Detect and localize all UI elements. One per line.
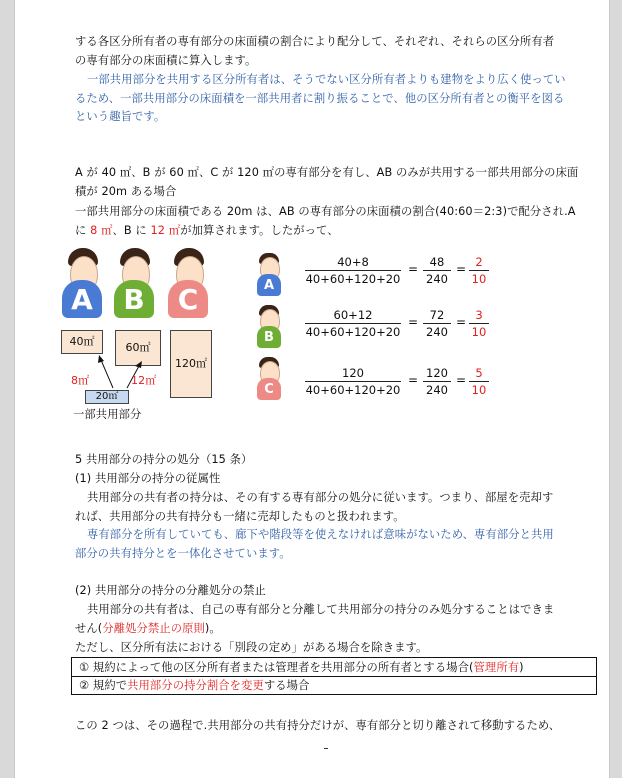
section-title: 5 共用部分の持分の処分（15 条） bbox=[75, 453, 253, 466]
fraction: 48 240 bbox=[423, 255, 451, 286]
person-b-small: B bbox=[257, 326, 281, 348]
text-line: A が 40 ㎡、B が 60 ㎡、C が 120 ㎡の専有部分を有し、AB のみが共用する一部共用部分の床面 bbox=[75, 166, 579, 179]
page-mark bbox=[324, 748, 328, 749]
fraction-result: 3 10 bbox=[469, 308, 489, 339]
add-a-label: 8㎡ bbox=[71, 374, 90, 387]
area-box-a: 40㎡ bbox=[61, 330, 103, 354]
fraction-result: 5 10 bbox=[469, 366, 489, 397]
add-b-label: 12㎡ bbox=[131, 374, 157, 387]
fraction-result: 2 10 bbox=[469, 255, 489, 286]
text-line: れば、共用部分の共有持分も一緒に売却したものと扱われます。 bbox=[75, 510, 405, 523]
text-line: の専有部分の床面積に算入します。 bbox=[75, 54, 257, 67]
text-line-blue: 部分の共有持分とを一体化させています。 bbox=[75, 547, 291, 560]
text-line-blue: 専有部分を所有していても、廊下や階段等を使えなければ意味がないため、専有部分と共用 bbox=[87, 528, 554, 541]
text-line-blue: 一部共用部分を共用する区分所有者は、そうでない区分所有者よりも建物をより広く使ってい bbox=[87, 73, 566, 86]
person-b-body: B bbox=[114, 280, 154, 318]
text-line-blue: という趣旨です。 bbox=[75, 110, 166, 123]
exception-item-1: ① 規約によって他の区分所有者または管理者を共用部分の所有者とする場合(管理所有) bbox=[79, 661, 524, 674]
person-a-small: A bbox=[257, 274, 281, 296]
text-line: この 2 つは、その過程で.共用部分の共有持分だけが、専有部分と切り離されて移動するため、 bbox=[75, 719, 561, 732]
common-area-box: 20㎡ bbox=[85, 390, 129, 404]
diagram-caption: 一部共用部分 bbox=[73, 408, 142, 421]
text-line: ただし、区分所有法における「別段の定め」がある場合を除きます。 bbox=[75, 641, 428, 654]
fraction: 120 240 bbox=[423, 366, 451, 397]
arrows bbox=[75, 352, 175, 392]
document-page: する各区分所有者の専有部分の床面積の割合により配分して、それぞれ、それらの区分所有者 の専有部分の床面積に算入します。 一部共用部分を共用する区分所有者は、そうでない区分所有者よりも建物をより広く使ってい るため、一部共用部分の床面積を一部共用者に割り振ることで、他の区分所有者との衡平を図る という趣旨です。 A が 40 ㎡、B が 60 ㎡、C が 120 ㎡の専有部分を有し、AB のみが共用する一部共用部分の床面 積が 20m ある場合 一部共用部分の床面積である 20m は、AB の専有部分の床面積の割合(40:60＝2:3)で配分され.A に 8 ㎡、B に 12 ㎡が加算されます。したがって、 A B C 40㎡ 60㎡ 120㎡ 8㎡ 12㎡ 20㎡ 一部共用部分 A 40+8 40+60+120+20 = 48 240 = 2 10 B 60+12 40+60+120+20 = 72 240 = 3 10 C 120 40+60+120+20 = 120 240 = 5 10 5 共用部分の持分の処分（15 条） (1) 共用部分の持分の従属性 共用部分の共有者の持分は、その有する専有部分の処分に従います。つまり、部屋を売却す れば、共用部分の共有持分も一緒に売却したものと扱われます。 専有部分を所有していても、廊下や階段等を使えなければ意味がないため、専有部分と共用 部分の共有持分とを一体化させています。 (2) 共用部分の持分の分離処分の禁止 共用部分の共有者は、自己の専有部分と分離して共用部分の持分のみ処分することはできま せん(分離処分禁止の原則)。 ただし、区分所有法における「別段の定め」がある場合を除きます。 ① 規約によって他の区分所有者または管理者を共用部分の所有者とする場合(管理所有) ② 規約で共用部分の持分割合を変更する場合 この 2 つは、その過程で.共用部分の共有持分だけが、専有部分と切り離されて移動するため、 bbox=[14, 0, 610, 778]
fraction: 72 240 bbox=[423, 308, 451, 339]
person-a-body: A bbox=[62, 280, 102, 318]
exception-item-2: ② 規約で共用部分の持分割合を変更する場合 bbox=[79, 679, 310, 692]
fraction: 120 40+60+120+20 bbox=[305, 366, 401, 397]
text-line: せん(分離処分禁止の原則)。 bbox=[75, 622, 221, 635]
subsection-title: (2) 共用部分の持分の分離処分の禁止 bbox=[75, 584, 266, 597]
person-c-small: C bbox=[257, 378, 281, 400]
person-c-body: C bbox=[168, 280, 208, 318]
text-line: 積が 20m ある場合 bbox=[75, 185, 177, 198]
text-line: する各区分所有者の専有部分の床面積の割合により配分して、それぞれ、それらの区分所有者 bbox=[75, 35, 555, 48]
text-line: 一部共用部分の床面積である 20m は、AB の専有部分の床面積の割合(40:60＝2:3)で配分され.A bbox=[75, 205, 576, 218]
fraction: 60+12 40+60+120+20 bbox=[305, 308, 401, 339]
area-box-c: 120㎡ bbox=[170, 330, 212, 398]
text-line: に 8 ㎡、B に 12 ㎡が加算されます。したがって、 bbox=[75, 224, 339, 237]
text-line: 共用部分の共有者は、自己の専有部分と分離して共用部分の持分のみ処分することはできま bbox=[87, 603, 555, 616]
area-box-b: 60㎡ bbox=[115, 330, 161, 366]
fraction: 40+8 40+60+120+20 bbox=[305, 255, 401, 286]
subsection-title: (1) 共用部分の持分の従属性 bbox=[75, 472, 221, 485]
text-line-blue: るため、一部共用部分の床面積を一部共用者に割り振ることで、他の区分所有者との衡平を図る bbox=[75, 92, 565, 105]
text-line: 共用部分の共有者の持分は、その有する専有部分の処分に従います。つまり、部屋を売却す bbox=[87, 491, 554, 504]
